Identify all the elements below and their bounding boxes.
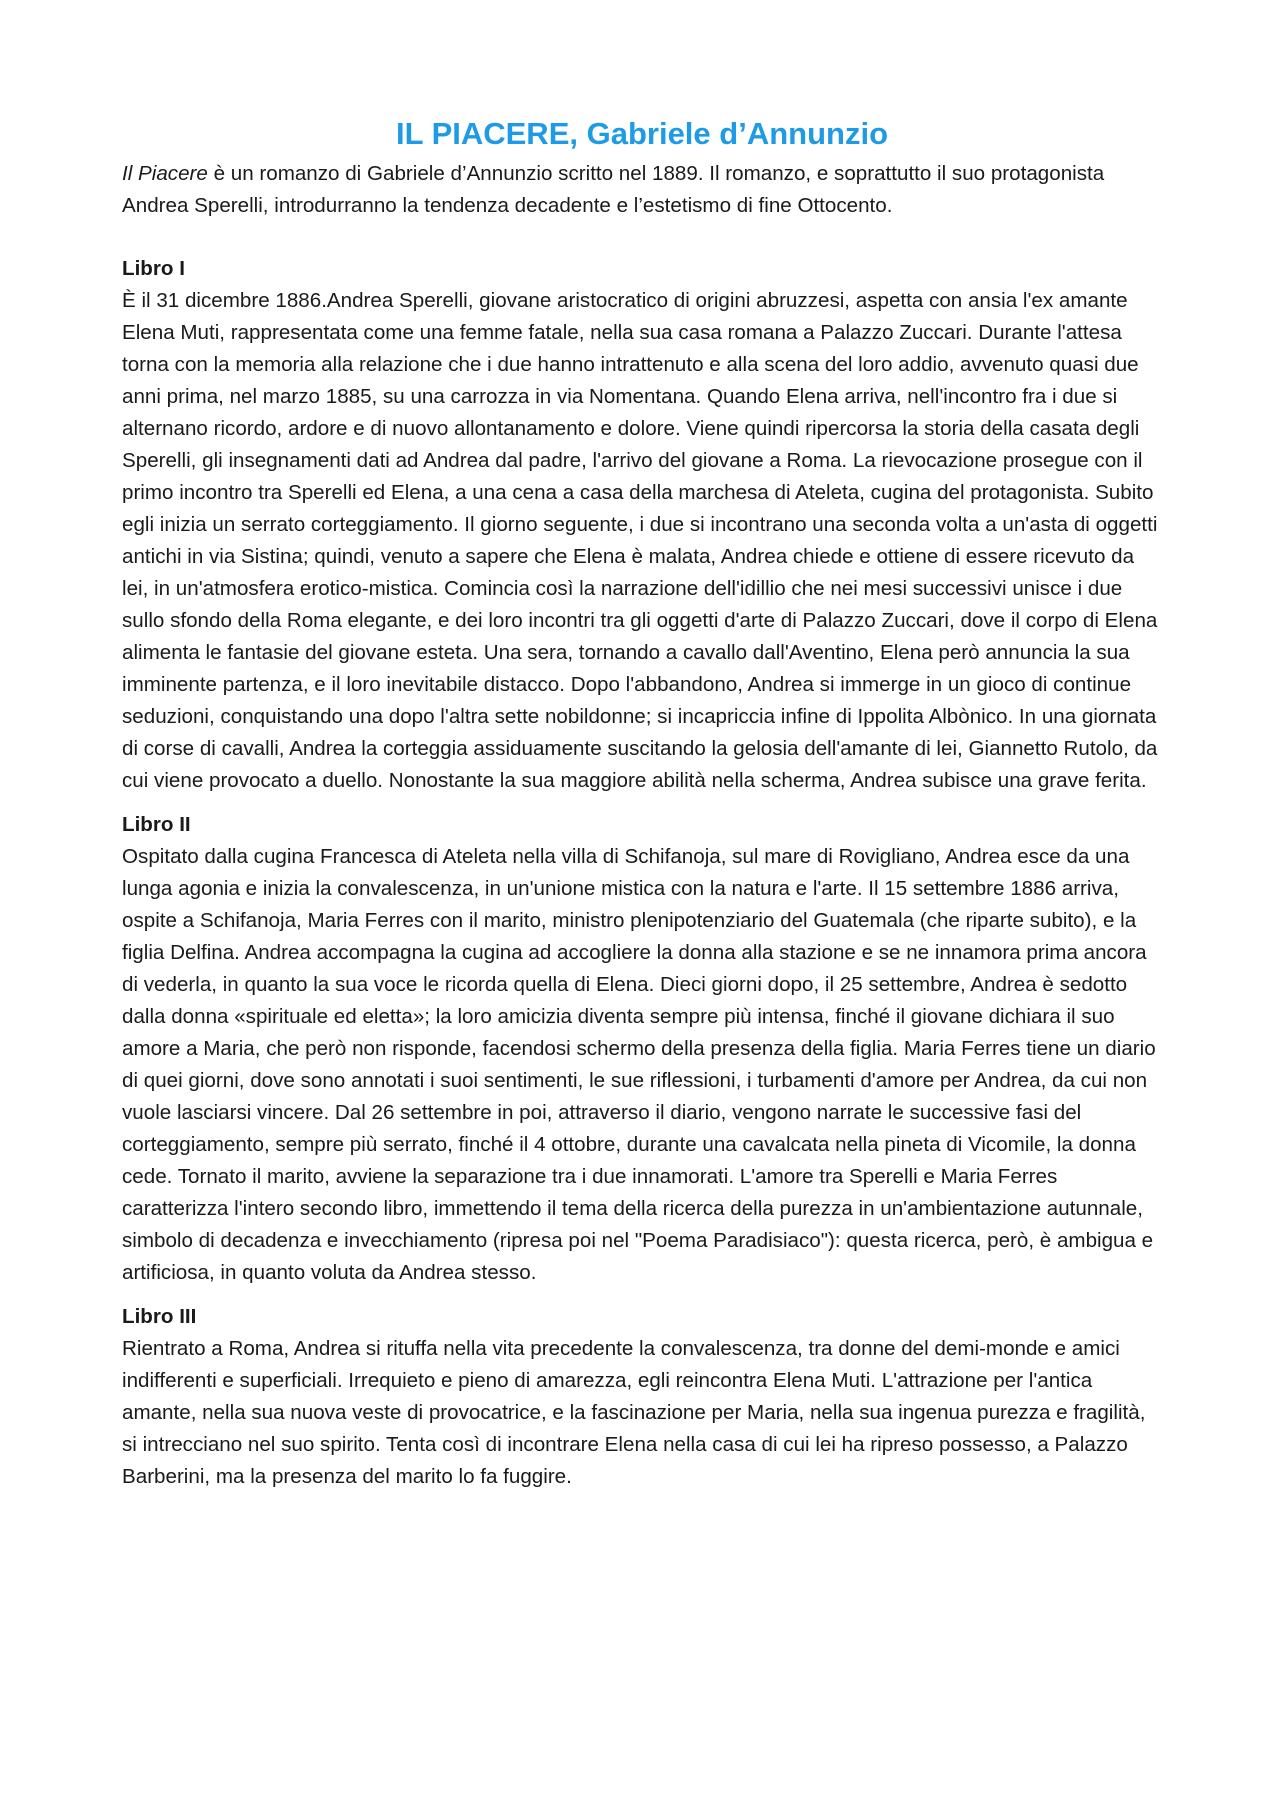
section-body: Rientrato a Roma, Andrea si rituffa nella vita precedente la convalescenza, tra donne del demi-monde e amici indifferenti e superficiali. Irrequieto e pieno di amarezza, egli reincontra Elena Muti. L'attrazione per l'antica amante, nella sua nuova veste di provocatrice, e la fascinazione per Maria, nella sua ingenua purezza e fragilità, si intrecciano nel suo spirito. Tenta così di incontrare Elena nella casa di cui lei ha ripreso possesso, a Palazzo Barberini, ma la presenza del marito lo fa fuggire. <box>122 1337 1146 1488</box>
section-libro-2 <box>122 809 1162 1289</box>
section-libro-3 <box>122 1301 1162 1493</box>
section-body: È il 31 dicembre 1886.Andrea Sperelli, giovane aristocratico di origini abruzzesi, aspetta con ansia l'ex amante Elena Muti, rappresentata come una femme fatale, nella sua casa romana a Palazzo Zuccari. Durante l'attesa torna con la memoria alla relazione che i due hanno intrattenuto e alla scena del loro addio, avvenuto quasi due anni prima, nel marzo 1885, su una carrozza in via Nomentana. Quando Elena arriva, nell'incontro fra i due si alternano ricordo, ardore e di nuovo allontanamento e dolore. Viene quindi ripercorsa la storia della casata degli Sperelli, gli insegnamenti dati ad Andrea dal padre, l'arrivo del giovane a Roma. La rievocazione prosegue con il primo incontro tra Sperelli ed Elena, a una cena a casa della marchesa di Ateleta, cugina del protagonista. Subito egli inizia un serrato corteggiamento. Il giorno seguente, i due si incontrano una seconda volta a un'asta di oggetti antichi in via Sistina; quindi, venuto a sapere che Elena è malata, Andrea chiede e ottiene di essere ricevuto da lei, in un'atmosfera erotico-mistica. Comincia così la narrazione dell'idillio che nei mesi successivi unisce i due sullo sfondo della Roma elegante, e dei loro incontri tra gli oggetti d'arte di Palazzo Zuccari, dove il corpo di Elena alimenta le fantasie del giovane esteta. Una sera, tornando a cavallo dall'Aventino, Elena però annuncia la sua imminente partenza, e il loro inevitabile distacco. Dopo l'abbandono, Andrea si immerge in un gioco di continue seduzioni, conquistando una dopo l'altra sette nobildonne; si incapriccia infine di Ippolita Albònico. In una giornata di corse di cavalli, Andrea la corteggia assiduamente suscitando la gelosia dell'amante di lei, Giannetto Rutolo, da cui viene provocato a duello. Nonostante la sua maggiore abilità nella scherma, Andrea subisce una grave ferita. <box>122 289 1158 792</box>
document-title: IL PIACERE, Gabriele d’Annunzio <box>395 116 889 151</box>
section-heading: Libro I <box>122 257 185 280</box>
section-body: Ospitato dalla cugina Francesca di Ateleta nella villa di Schifanoja, sul mare di Rovigliano, Andrea esce da una lunga agonia e inizia la convalescenza, in un'unione mistica con la natura e l'arte. Il 15 settembre 1886 arriva, ospite a Schifanoja, Maria Ferres con il marito, ministro plenipotenziario del Guatemala (che riparte subito), e la figlia Delfina. Andrea accompagna la cugina ad accogliere la donna alla stazione e se ne innamora prima ancora di vederla, in quanto la sua voce le ricorda quella di Elena. Dieci giorni dopo, il 25 settembre, Andrea è sedotto dalla donna «spirituale ed eletta»; la loro amicizia diventa sempre più intensa, finché il giovane dichiara il suo amore a Maria, che però non risponde, facendosi schermo della presenza della figlia. Maria Ferres tiene un diario di quei giorni, dove sono annotati i suoi sentimenti, le sue riflessioni, i turbamenti d'amore per Andrea, da cui non vuole lasciarsi vincere. Dal 26 settembre in poi, attraverso il diario, vengono narrate le successive fasi del corteggiamento, sempre più serrato, finché il 4 ottobre, durante una cavalcata nella pineta di Vicomile, la donna cede. Tornato il marito, avviene la separazione tra i due innamorati. L'amore tra Sperelli e Maria Ferres caratterizza l'intero secondo libro, immettendo il tema della ricerca della purezza in un'ambientazione autunnale, simbolo di decadenza e invecchiamento (ripresa poi nel "Poema Paradisiaco"): questa ricerca, però, è ambigua e artificiosa, in quanto voluta da Andrea stesso. <box>122 845 1156 1284</box>
section-heading: Libro II <box>122 813 191 836</box>
section-heading: Libro III <box>122 1305 197 1328</box>
intro-italic-title: Il Piacere <box>122 162 208 185</box>
intro-paragraph <box>122 158 1162 222</box>
document-page <box>122 114 1162 1505</box>
intro-text: è un romanzo di Gabriele d’Annunzio scritto nel 1889. Il romanzo, e soprattutto il suo protagonista Andrea Sperelli, introdurranno la tendenza decadente e l’estetismo di fine Ottocento. <box>122 162 1105 217</box>
section-libro-1 <box>122 253 1162 797</box>
